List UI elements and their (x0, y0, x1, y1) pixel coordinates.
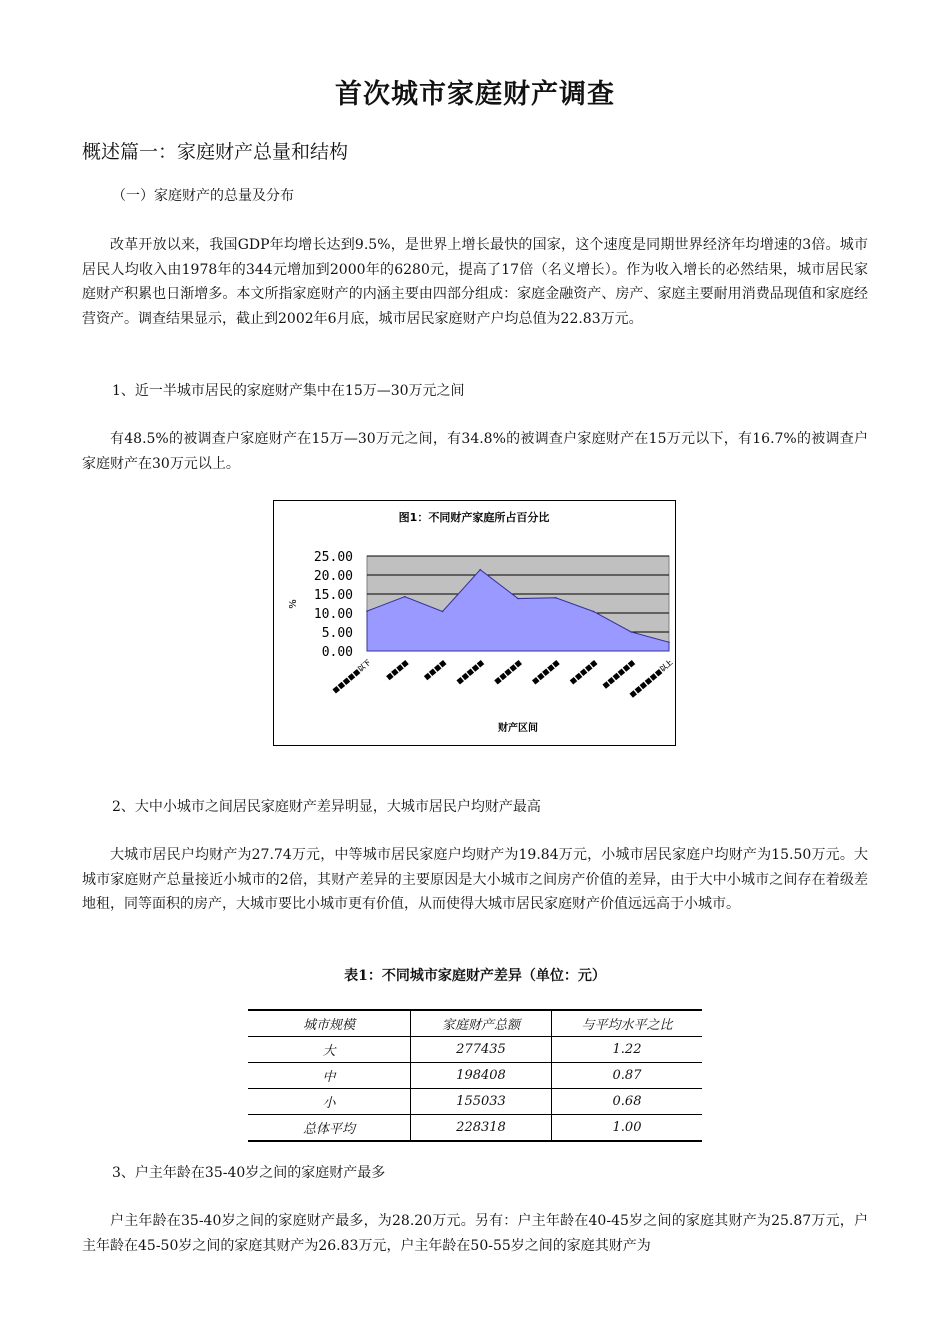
table-row (248, 1037, 702, 1063)
point2-heading: 2、大中小城市之间居民家庭财产差异明显，大城市居民户均财产最高 (112, 799, 541, 815)
data-point (630, 631, 632, 633)
x-tick-label: ■■■■■■以上 (628, 658, 675, 700)
table-cell: 中 (248, 1063, 411, 1089)
point2-paragraph: 大城市居民户均财产为27.74万元，中等城市居民家庭户均财产为19.84万元，小城市居民家庭户均财产为15.50万元。大城市家庭财产总量接近小城市的2倍，其财产差异的主要原因是大小城市之间房产价值的差异，由于大中小城市之间存在着级差地租，同等面积的房产，大城市要比小城市更有价值，从而使得大城市居民家庭财产价值远远高于小城市。 (82, 847, 868, 913)
table-cell: 1.22 (552, 1037, 703, 1063)
point3-heading: 3、户主年龄在35-40岁之间的家庭财产最多 (112, 1165, 386, 1181)
area-chart (273, 500, 676, 746)
table-cell: 小 (248, 1089, 411, 1115)
intro-paragraph: 改革开放以来，我国GDP年均增长达到9.5%，是世界上增长最快的国家，这个速度是同期世界经济年均增速的3倍。城市居民人均收入由1978年的344元增加到2000年的6280元，提高了17倍（名义增长）。作为收入增长的必然结果，城市居民家庭财产积累也日渐增多。本文所指家庭财产的内涵主要由四部分组成：家庭金融资产、房产、家庭主要耐用消费品现值和家庭经营资产。调查结果显示，截止到2002年6月底，城市居民家庭财产户均总值为22.83万元。 (82, 237, 868, 327)
y-tick-label: 10.00 (313, 607, 353, 622)
table-row (248, 1063, 702, 1089)
data-point (442, 611, 444, 613)
y-tick-label: 0.00 (321, 645, 353, 660)
table-cell: 0.68 (552, 1089, 703, 1115)
table-row (248, 1089, 702, 1115)
data-point (668, 641, 670, 643)
table-cell: 277435 (411, 1037, 552, 1063)
data-point (366, 610, 368, 612)
section-heading: 概述篇一：家庭财产总量和结构 (82, 141, 349, 163)
y-tick-label: 5.00 (321, 626, 353, 641)
table-cell: 0.87 (552, 1063, 703, 1089)
y-axis-ticks (314, 550, 353, 660)
point1-heading: 1、近一半城市居民的家庭财产集中在15万—30万元之间 (112, 383, 465, 399)
y-axis-label: % (288, 599, 299, 609)
data-point (593, 611, 595, 613)
subsection-heading: （一）家庭财产的总量及分布 (112, 188, 294, 204)
point1-paragraph: 有48.5%的被调查户家庭财产在15万—30万元之间，有34.8%的被调查户家庭财产在15万元以下，有16.7%的被调查户家庭财产在30万元以上。 (82, 431, 868, 472)
table-cell: 198408 (411, 1063, 552, 1089)
x-tick-label: ■■■■ (384, 658, 411, 682)
y-tick-label: 20.00 (313, 569, 353, 584)
table-cell: 228318 (411, 1115, 552, 1142)
x-tick-label: ■■■■■ (492, 658, 524, 686)
table-cell: 总体平均 (248, 1115, 411, 1142)
chart-title: 图1：不同财产家庭所占百分比 (398, 511, 550, 524)
data-point (555, 597, 557, 599)
y-tick-label: 25.00 (313, 550, 353, 565)
x-axis-ticks (330, 658, 674, 699)
table-cell: 1.00 (552, 1115, 703, 1142)
x-tick-label: ■■■■■ (568, 658, 599, 686)
table-header-cell: 城市规模 (248, 1010, 411, 1037)
city-property-table (248, 1009, 702, 1142)
point3-paragraph: 户主年龄在35-40岁之间的家庭财产最多，为28.20万元。另有：户主年龄在40-45岁之间的家庭其财产为25.87万元，户主年龄在45-50岁之间的家庭其财产为26.83万元，户主年龄在50-55岁之间的家庭其财产为 (82, 1213, 868, 1254)
table-row (248, 1115, 702, 1142)
x-tick-label: ■■■■■以下 (331, 658, 373, 695)
x-axis-label: 财产区间 (498, 723, 538, 734)
table-cell: 155033 (411, 1089, 552, 1115)
table-cell: 大 (248, 1037, 411, 1063)
y-tick-label: 15.00 (313, 588, 353, 603)
data-point (479, 569, 481, 571)
data-point (517, 598, 519, 600)
table-header-cell: 家庭财产总额 (411, 1010, 552, 1037)
area-chart-svg (274, 501, 675, 745)
table-header-row (248, 1010, 702, 1037)
x-tick-label: ■■■■■ (455, 658, 486, 686)
table-caption: 表1：不同城市家庭财产差异（单位：元） (344, 968, 606, 984)
x-tick-label: ■■■■■■ (600, 658, 637, 691)
table-header-cell: 与平均水平之比 (552, 1010, 703, 1037)
document-title: 首次城市家庭财产调查 (335, 79, 615, 110)
data-point (404, 596, 406, 598)
x-tick-label: ■■■■■ (530, 658, 562, 686)
x-tick-label: ■■■■ (422, 658, 448, 682)
